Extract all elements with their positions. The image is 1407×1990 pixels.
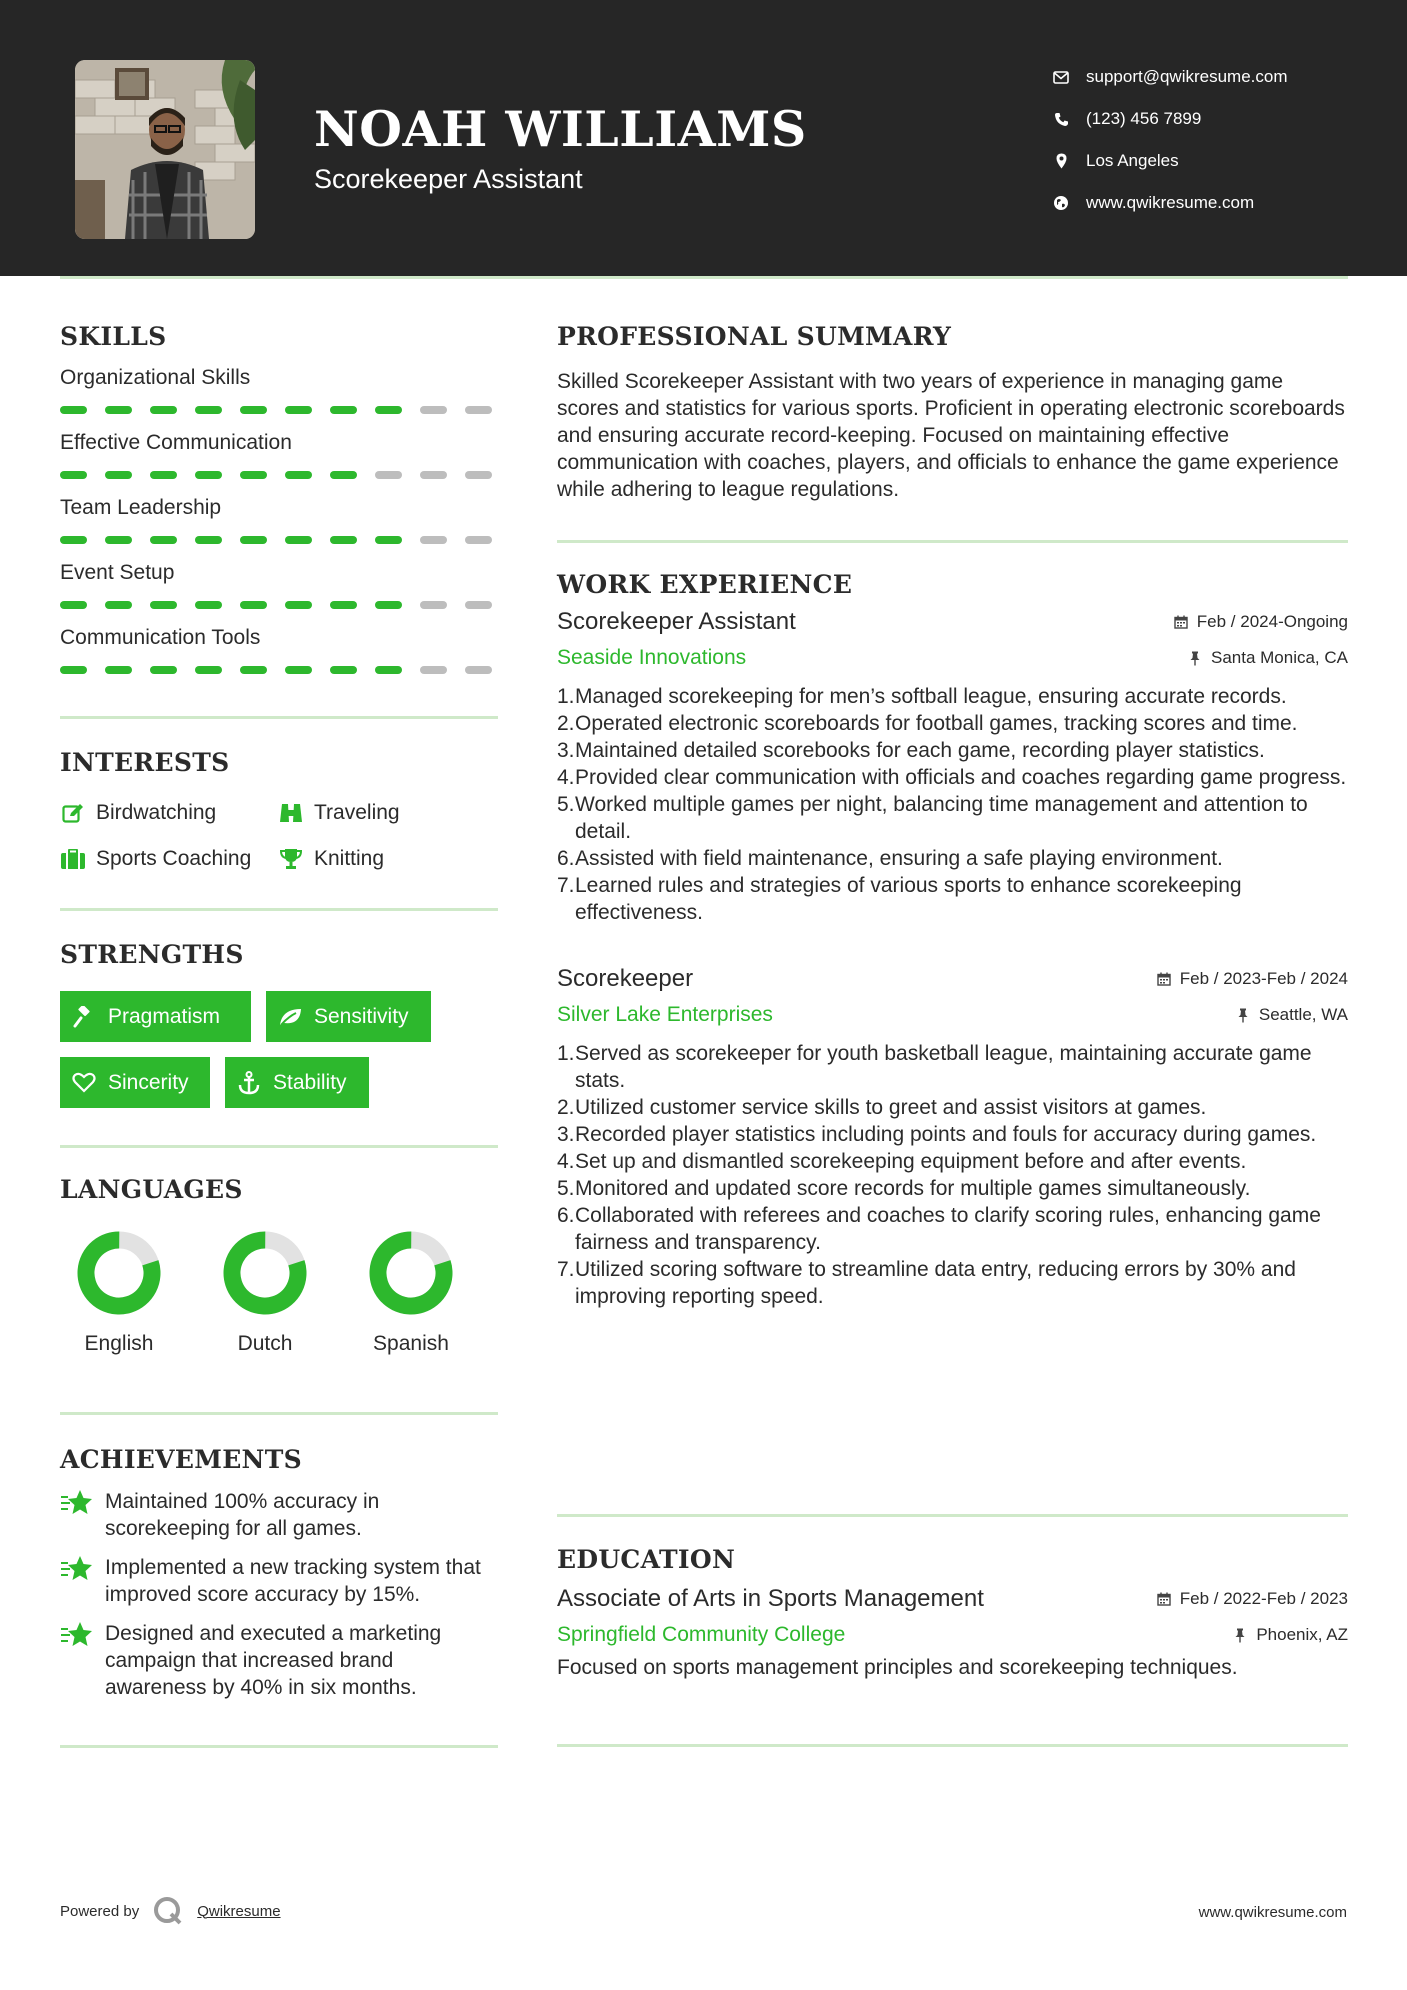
skill-dash-filled: [375, 666, 402, 674]
skill-item: [60, 621, 498, 686]
education-divider: [557, 1744, 1348, 1747]
job-entry: [557, 962, 1348, 1310]
summary-section: [557, 322, 1348, 503]
skill-dash-filled: [330, 666, 357, 674]
header-divider: [60, 276, 1348, 279]
strength-tag: [60, 1057, 210, 1108]
achievement-item: [60, 1488, 498, 1542]
interests-title: INTERESTS: [60, 748, 230, 777]
strengths-title: STRENGTHS: [60, 940, 244, 969]
job-bullet-text: Recorded player statistics including points and fouls for accuracy during games.: [575, 1123, 1317, 1146]
language-proficiency-ring: [76, 1230, 162, 1316]
job-bullet-text: Utilized customer service skills to greet and assist visitors at games.: [575, 1096, 1207, 1119]
skill-dash-filled: [240, 471, 267, 479]
skill-dash-filled: [105, 471, 132, 479]
resume-header: [0, 0, 1407, 276]
skill-dash-filled: [150, 406, 177, 414]
bullet-number: 5.: [557, 1177, 575, 1200]
interest-label: Birdwatching: [96, 801, 217, 824]
skill-dash-filled: [375, 601, 402, 609]
language-proficiency-ring: [368, 1230, 454, 1316]
skill-dash-filled: [150, 601, 177, 609]
summary-title: PROFESSIONAL SUMMARY: [557, 322, 952, 351]
contact-list: [1050, 56, 1288, 224]
strengths-section: [60, 940, 498, 1108]
skill-item: [60, 556, 498, 621]
summary-text: Skilled Scorekeeper Assistant with two years of experience in managing game scores and statistics for various sports. Proficient in operating electronic scoreboards and ensuring accurate record-keeping. Focused on maintaining effective communication with coaches, players, and officials to enhance the game experience while adhering to league regulations.: [557, 370, 1345, 501]
skill-rating-bar: [60, 589, 498, 621]
bullet-number: 7.: [557, 874, 575, 897]
job-sub: [557, 998, 1348, 1032]
skill-dash-empty: [465, 666, 492, 674]
language-proficiency-ring: [222, 1230, 308, 1316]
strength-label: Pragmatism: [108, 1004, 221, 1028]
achievement-text: Maintained 100% accuracy in scorekeeping for all games.: [105, 1490, 380, 1540]
job-bullet: [557, 1148, 1348, 1175]
profile-photo: [75, 60, 255, 239]
skill-dash-filled: [240, 406, 267, 414]
skill-dash-filled: [105, 666, 132, 674]
languages-divider: [60, 1412, 498, 1415]
job-bullet: [557, 1202, 1348, 1256]
skill-dash-filled: [285, 601, 312, 609]
language-item: [60, 1230, 206, 1356]
skill-dash-filled: [240, 601, 267, 609]
contact-email[interactable]: [1050, 56, 1288, 98]
interest-label: Sports Coaching: [96, 847, 252, 870]
bullet-number: 3.: [557, 1123, 575, 1146]
job-bullet-text: Assisted with field maintenance, ensuring a safe playing environment.: [575, 847, 1223, 870]
job-location: [1187, 648, 1348, 668]
achievements-list: [60, 1488, 498, 1701]
skill-dash-empty: [420, 406, 447, 414]
achievement-item: [60, 1620, 498, 1701]
language-item: [206, 1230, 352, 1356]
job-dates: [1156, 969, 1348, 989]
skill-item: [60, 426, 498, 491]
job-entry: [557, 605, 1348, 926]
candidate-name: NOAH WILLIAMS: [314, 100, 807, 158]
achievement-item: [60, 1554, 498, 1608]
achievement-text: Designed and executed a marketing campaign that increased brand awareness by 40% in six months.: [105, 1622, 442, 1699]
star-icon: [60, 1620, 94, 1650]
skill-item: [60, 491, 498, 556]
interest-item: [278, 841, 498, 877]
bullet-number: 3.: [557, 739, 575, 762]
job-location: [1235, 1005, 1348, 1025]
interest-item: [278, 795, 498, 831]
job-company: Seaside Innovations: [557, 646, 747, 669]
skill-rating-bar: [60, 524, 498, 556]
job-bullet: [557, 1175, 1348, 1202]
education-school: Springfield Community College: [557, 1623, 846, 1646]
skill-rating-bar: [60, 654, 498, 686]
language-label: English: [84, 1332, 154, 1355]
contact-phone[interactable]: [1050, 98, 1288, 140]
skill-dash-filled: [195, 536, 222, 544]
job-bullet-text: Collaborated with referees and coaches to clarify scoring rules, enhancing game fairness and transparency.: [575, 1204, 1321, 1254]
job-head: [557, 605, 1348, 639]
languages-list: [60, 1230, 498, 1356]
work-divider: [557, 1514, 1348, 1517]
briefcase-icon: [60, 846, 86, 872]
achievements-title: ACHIEVEMENTS: [60, 1445, 302, 1474]
job-company: Silver Lake Enterprises: [557, 1003, 773, 1026]
skill-dash-filled: [195, 666, 222, 674]
candidate-title: Scorekeeper Assistant: [314, 164, 583, 194]
strengths-divider: [60, 1145, 498, 1148]
job-bullet-text: Worked multiple games per night, balancing time management and attention to detail.: [575, 793, 1308, 843]
skill-dash-filled: [60, 536, 87, 544]
contact-location-text: Los Angeles: [1086, 151, 1179, 170]
heart-icon: [72, 1071, 96, 1095]
globe-icon: [1050, 192, 1072, 214]
bullet-number: 5.: [557, 793, 575, 816]
interest-item: [60, 841, 278, 877]
job-bullet-text: Maintained detailed scorebooks for each game, recording player statistics.: [575, 739, 1265, 762]
language-item: [352, 1230, 498, 1356]
calendar-icon: [1156, 971, 1172, 987]
envelope-icon: [1050, 66, 1072, 88]
skill-item: [60, 361, 498, 426]
skill-dash-filled: [195, 471, 222, 479]
job-bullet: [557, 764, 1348, 791]
skill-dash-filled: [330, 406, 357, 414]
job-bullet: [557, 1040, 1348, 1094]
skill-dash-empty: [465, 536, 492, 544]
job-bullet: [557, 791, 1348, 845]
language-label: Spanish: [373, 1332, 449, 1355]
interest-label: Traveling: [314, 801, 400, 824]
skill-name: Team Leadership: [60, 496, 222, 519]
trophy-icon: [278, 846, 304, 872]
skill-dash-filled: [105, 601, 132, 609]
interest-label: Knitting: [314, 847, 385, 870]
skill-dash-empty: [465, 601, 492, 609]
interests-section: [60, 748, 498, 877]
skill-dash-filled: [330, 601, 357, 609]
skill-dash-filled: [60, 601, 87, 609]
education-dates: [1156, 1589, 1348, 1609]
skill-dash-filled: [105, 536, 132, 544]
qwikresume-link[interactable]: Qwikresume: [197, 1902, 281, 1920]
job-sub: [557, 641, 1348, 675]
strength-tag: [60, 991, 251, 1042]
bullet-number: 4.: [557, 766, 575, 789]
skill-dash-filled: [285, 536, 312, 544]
skill-dash-empty: [465, 406, 492, 414]
contact-email-text: support@qwikresume.com: [1086, 67, 1288, 86]
education-title: EDUCATION: [557, 1545, 736, 1574]
job-bullet-text: Managed scorekeeping for men’s softball league, ensuring accurate records.: [575, 685, 1287, 708]
job-bullet: [557, 683, 1348, 710]
star-icon: [60, 1554, 94, 1584]
achievements-divider: [60, 1745, 498, 1748]
calendar-icon: [1173, 614, 1189, 630]
phone-icon: [1050, 108, 1072, 130]
skills-list: [60, 361, 498, 686]
pushpin-icon: [1187, 650, 1203, 666]
strength-label: Sincerity: [108, 1070, 189, 1094]
skill-dash-filled: [285, 666, 312, 674]
education-description: Focused on sports management principles and scorekeeping techniques.: [557, 1656, 1238, 1679]
education-location-text: Phoenix, AZ: [1256, 1625, 1348, 1644]
bullet-number: 7.: [557, 1258, 575, 1281]
languages-section: [60, 1175, 498, 1356]
skill-name: Effective Communication: [60, 431, 292, 454]
skill-dash-filled: [150, 471, 177, 479]
skill-dash-filled: [330, 536, 357, 544]
job-bullets: [557, 683, 1348, 926]
job-bullet-text: Learned rules and strategies of various sports to enhance scorekeeping effectiveness.: [575, 874, 1242, 924]
strengths-list: [60, 991, 498, 1108]
skill-name: Organizational Skills: [60, 366, 251, 389]
language-label: Dutch: [237, 1332, 293, 1355]
skill-rating-bar: [60, 394, 498, 426]
skill-dash-filled: [195, 406, 222, 414]
skill-dash-filled: [285, 406, 312, 414]
skill-dash-empty: [420, 536, 447, 544]
skill-dash-filled: [285, 471, 312, 479]
job-dates: [1173, 612, 1348, 632]
strength-label: Sensitivity: [314, 1004, 409, 1028]
skill-dash-empty: [420, 601, 447, 609]
footer-branding: [60, 1896, 281, 1926]
skill-dash-filled: [60, 471, 87, 479]
contact-location: [1050, 140, 1288, 182]
bullet-number: 1.: [557, 1042, 575, 1065]
star-icon: [60, 1488, 94, 1518]
work-section: [557, 570, 1348, 1310]
anchor-icon: [237, 1071, 261, 1095]
languages-title: LANGUAGES: [60, 1175, 243, 1204]
skill-dash-filled: [105, 406, 132, 414]
education-degree: Associate of Arts in Sports Management: [557, 1585, 984, 1612]
powered-by-text: Powered by: [60, 1902, 140, 1920]
binoculars-icon: [278, 800, 304, 826]
interests-divider: [60, 908, 498, 911]
bullet-number: 4.: [557, 1150, 575, 1173]
job-role: Scorekeeper Assistant: [557, 608, 796, 635]
job-dates-text: Feb / 2023-Feb / 2024: [1179, 969, 1348, 988]
skill-dash-filled: [375, 536, 402, 544]
work-title: WORK EXPERIENCE: [557, 570, 853, 599]
bullet-number: 1.: [557, 685, 575, 708]
achievements-section: [60, 1445, 498, 1713]
calendar-icon: [1156, 1591, 1172, 1607]
skills-title: SKILLS: [60, 322, 167, 351]
job-bullet: [557, 1256, 1348, 1310]
interest-item: [60, 795, 278, 831]
skill-dash-empty: [375, 471, 402, 479]
skill-dash-empty: [420, 666, 447, 674]
edit-icon: [60, 800, 86, 826]
skill-dash-filled: [240, 666, 267, 674]
skill-dash-empty: [465, 471, 492, 479]
pushpin-icon: [1232, 1627, 1248, 1643]
job-bullet-text: Served as scorekeeper for youth basketball league, maintaining accurate game stats.: [575, 1042, 1312, 1092]
job-location-text: Santa Monica, CA: [1210, 648, 1348, 667]
job-bullet-text: Set up and dismantled scorekeeping equipment before and after events.: [575, 1150, 1247, 1173]
skill-dash-filled: [240, 536, 267, 544]
job-bullets: [557, 1040, 1348, 1310]
achievement-text: Implemented a new tracking system that improved score accuracy by 15%.: [105, 1556, 481, 1606]
job-bullet: [557, 1121, 1348, 1148]
skill-name: Communication Tools: [60, 626, 261, 649]
skill-dash-empty: [420, 471, 447, 479]
skill-dash-filled: [60, 666, 87, 674]
job-head: [557, 962, 1348, 996]
skill-rating-bar: [60, 459, 498, 491]
gavel-icon: [72, 1005, 96, 1029]
job-bullet: [557, 872, 1348, 926]
map-marker-icon: [1050, 150, 1072, 172]
contact-website-text: www.qwikresume.com: [1086, 193, 1255, 212]
bullet-number: 6.: [557, 847, 575, 870]
interests-list: [60, 795, 498, 877]
strength-label: Stability: [273, 1070, 347, 1094]
strength-tag: [266, 991, 431, 1042]
education-head: [557, 1582, 1348, 1616]
summary-divider: [557, 540, 1348, 543]
job-bullet-text: Operated electronic scoreboards for football games, tracking scores and time.: [575, 712, 1298, 735]
bullet-number: 2.: [557, 1096, 575, 1119]
skill-dash-filled: [330, 471, 357, 479]
education-location: [1232, 1625, 1348, 1645]
skills-divider: [60, 716, 498, 719]
job-location-text: Seattle, WA: [1258, 1005, 1348, 1024]
job-bullet-text: Monitored and updated score records for multiple games simultaneously.: [575, 1177, 1251, 1200]
footer-website[interactable]: www.qwikresume.com: [1198, 1904, 1347, 1921]
qwikresume-logo-icon: [153, 1896, 183, 1926]
bullet-number: 6.: [557, 1204, 575, 1227]
contact-phone-text: (123) 456 7899: [1086, 109, 1202, 128]
skill-dash-filled: [375, 406, 402, 414]
skill-dash-filled: [150, 666, 177, 674]
skills-section: [60, 322, 498, 686]
skill-dash-filled: [60, 406, 87, 414]
job-dates-text: Feb / 2024-Ongoing: [1196, 612, 1348, 631]
jobs-list: [557, 605, 1348, 1310]
leaf-icon: [278, 1005, 302, 1029]
job-bullet: [557, 1094, 1348, 1121]
education-sub: [557, 1618, 1348, 1652]
job-bullet: [557, 845, 1348, 872]
contact-website[interactable]: [1050, 182, 1288, 224]
education-dates-text: Feb / 2022-Feb / 2023: [1179, 1589, 1348, 1608]
job-bullet-text: Utilized scoring software to streamline data entry, reducing errors by 30% and improving reporting speed.: [575, 1258, 1296, 1308]
skill-dash-filled: [195, 601, 222, 609]
skill-dash-filled: [150, 536, 177, 544]
education-section: [557, 1545, 1348, 1681]
job-bullet: [557, 710, 1348, 737]
job-bullet: [557, 737, 1348, 764]
pushpin-icon: [1235, 1007, 1251, 1023]
job-bullet-text: Provided clear communication with officials and coaches regarding game progress.: [575, 766, 1347, 789]
bullet-number: 2.: [557, 712, 575, 735]
job-role: Scorekeeper: [557, 965, 694, 992]
strength-tag: [225, 1057, 369, 1108]
skill-name: Event Setup: [60, 561, 175, 584]
